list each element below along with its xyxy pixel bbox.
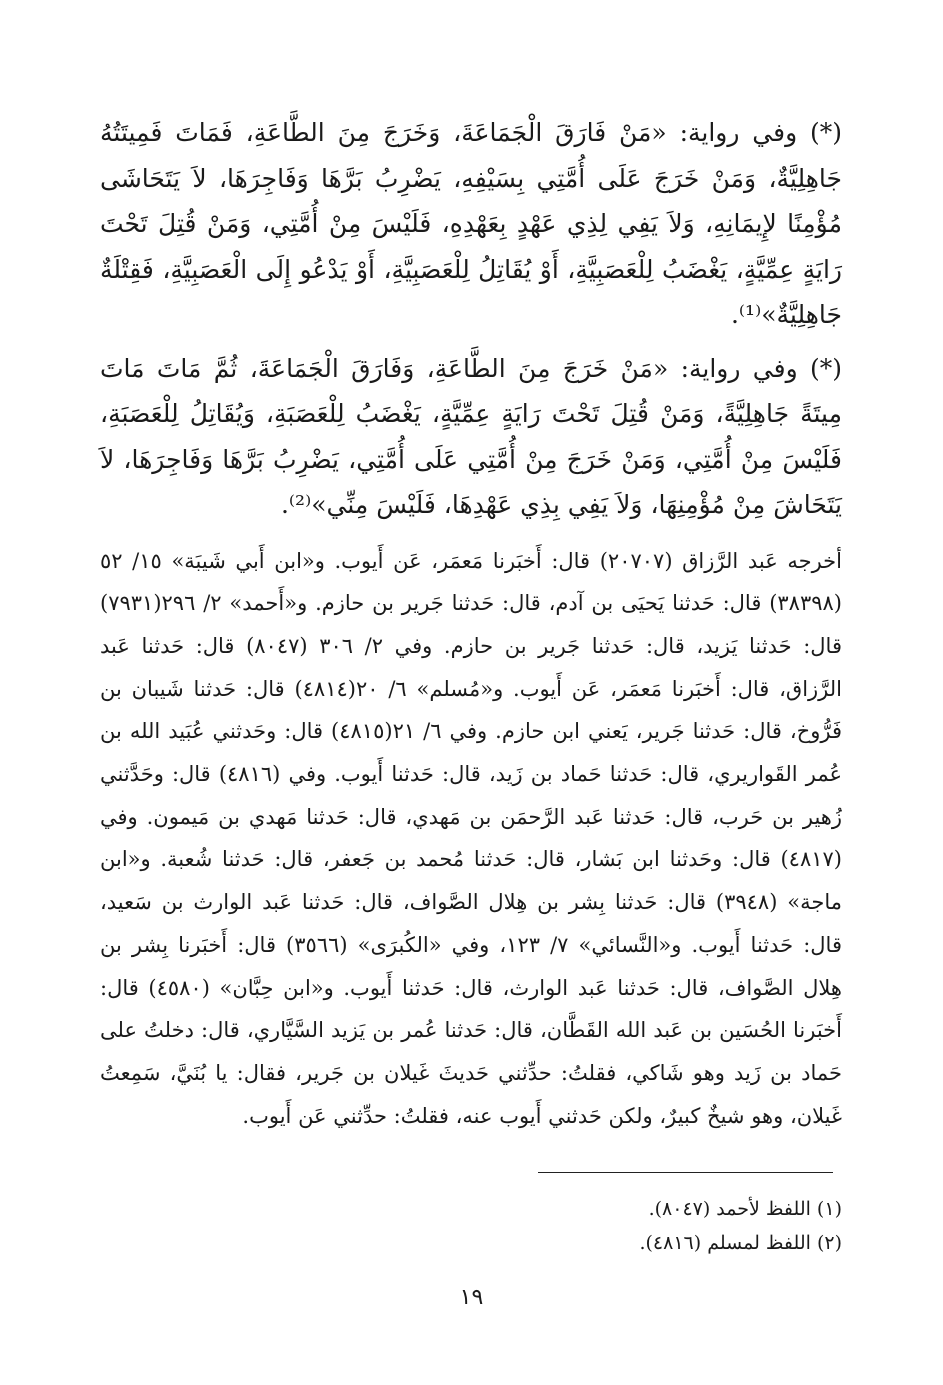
footnotes	[100, 1192, 842, 1260]
page-number: ١٩	[459, 1285, 484, 1310]
hadith-narration-2: (*) وفي رواية: «مَنْ خَرَجَ مِنَ الطَّاعَةِ، وَفَارَقَ الْجَمَاعَةَ، ثُمَّ مَاتَ مَاتَ مِيتَةً جَاهِلِيَّةً، وَمَنْ قُتِلَ تَحْتَ رَايَةٍ عِمِّيَّةٍ، يَغْضَبُ لِلْعَصَبَةِ، وَيُقَاتِلُ لِلْعَصَبَةِ، فَلَيْسَ مِنْ أُمَّتِي، وَمَنْ خَرَجَ مِنْ أُمَّتِي عَلَى أُمَّتِي، يَضْرِبُ بَرَّهَا وَفَاجِرَهَا، لاَ يَتَحَاشَ مِنْ مُؤْمِنِهَا، وَلاَ يَفِي بِذِي عَهْدِهَا، فَلَيْسَ مِنِّي»⁽²⁾.	[100, 353, 842, 519]
takhrij-paragraph: أخرجه عَبد الرَّزاق (٢٠٧٠٧) قال: أَخبَرنا مَعمَر، عَن أَيوب. و«ابن أَبي شَيبَة» ١٥/ ٥٢ (٣٨٣٩٨) قال: حَدثنا يَحيَى بن آدم، قال: حَدثنا جَرير بن حازم. و«أَحمد» ٢/ ٢٩٦(٧٩٣١) قال: حَدثنا يَزيد، قال: حَدثنا جَرير بن حازم. وفي ٢/ ٣٠٦ (٨٠٤٧) قال: حَدثنا عَبد الرَّزاق، قال: أَخبَرنا مَعمَر، عَن أَيوب. و«مُسلم» ٦/ ٢٠(٤٨١٤) قال: حَدثنا شَيبان بن فَرُّوخ، قال: حَدثنا جَرير، يَعني ابن حازم. وفي ٦/ ٢١(٤٨١٥) قال: وحَدثني عُبَيد الله بن عُمر القَواريري، قال: حَدثنا حَماد بن زَيد، قال: حَدثنا أَيوب. وفي (٤٨١٦) قال: وحَدَّثني زُهير بن حَرب، قال: حَدثنا عَبد الرَّحمَن بن مَهدي، قال: حَدثنا مَهدي بن مَيمون. وفي (٤٨١٧) قال: وحَدثنا ابن بَشار، قال: حَدثنا مُحمد بن جَعفر، قال: حَدثنا شُعبة. و«ابن ماجة» (٣٩٤٨) قال: حَدثنا بِشر بن هِلال الصَّواف، قال: حَدثنا عَبد الوارث بن سَعيد، قال: حَدثنا أَيوب. و«النَّسائي» ٧/ ١٢٣، وفي «الكُبرَى» (٣٥٦٦) قال: أَخبَرنا بِشر بن هِلال الصَّواف، قال: حَدثنا عَبد الوارث، قال: حَدثنا أَيوب. و«ابن حِبَّان» (٤٥٨٠) قال: أَخبَرنا الحُسَين بن عَبد الله القَطَّان، قال: حَدثنا عُمر بن يَزيد السَّيَّاري، قال: دخلتُ على حَماد بن زَيد وهو شَاكي، فقلتُ: حدِّثني حَديثَ غَيلان بن جَرير، فقال: يا بُنَيَّ، سَمِعتُ غَيلان، وهو شيخٌ كبيرٌ، ولكن حَدثني أَيوب عنه، فقلتُ: حدِّثني عَن أَيوب.	[100, 548, 843, 1128]
footnote-1: (١) اللفظ لأحمد (٨٠٤٧).	[648, 1198, 842, 1220]
footnote-separator	[538, 1172, 833, 1173]
footnote-2: (٢) اللفظ لمسلم (٤٨١٦).	[639, 1232, 842, 1254]
hadith-narration-1: (*) وفي رواية: «مَنْ فَارَقَ الْجَمَاعَةَ، وَخَرَجَ مِنَ الطَّاعَةِ، فَمَاتَ فَمِيتَتُهُ جَاهِلِيَّةٌ، وَمَنْ خَرَجَ عَلَى أُمَّتِي بِسَيْفِهِ، يَضْرِبُ بَرَّهَا وَفَاجِرَهَا، لاَ يَتَحَاشَى مُؤْمِنًا لإِيمَانِهِ، وَلاَ يَفِي لِذِي عَهْدٍ بِعَهْدِهِ، فَلَيْسَ مِنْ أُمَّتِي، وَمَنْ قُتِلَ تَحْتَ رَايَةٍ عِمِّيَّةٍ، يَغْضَبُ لِلْعَصَبِيَّةِ، أَوْ يُقَاتِلُ لِلْعَصَبِيَّةِ، أَوْ يَدْعُو إِلَى الْعَصَبِيَّةِ، فَقِتْلَةٌ جَاهِلِيَّةٌ»⁽¹⁾.	[100, 118, 842, 329]
main-text	[100, 110, 842, 1137]
